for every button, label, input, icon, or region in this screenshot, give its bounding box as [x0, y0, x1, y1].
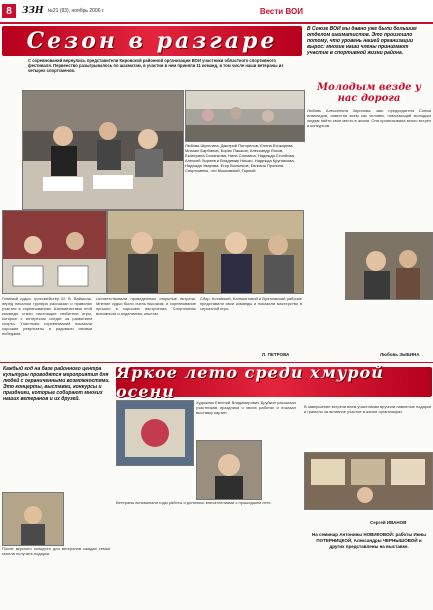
article1-column-1: Главный судья, гроссмейстер М. В. Вайшиль, перед началом турнира рассказал о правилах участия в соревнованиях. Шахматистами этой команды стали настоящие любители игры, которые с интересом следят за развитием спорта. Участники соревнований показали хорошие результаты и радовали своими победами.	[2, 296, 92, 336]
article2-banner	[116, 363, 432, 401]
article2-column-3: Ветераны вспоминали годы работы и делились впечатлениями о прошедшем лете.	[116, 500, 272, 505]
photo-embroidery	[116, 400, 194, 466]
sidebar1-body: Любовь Алексеевна Зиринова, зам. председателя Союза инвалидов, известна всем как человек, помогающий молодым людям найти свое место в жизни. Она организовала много встреч и конкурсов.	[307, 108, 431, 128]
article2-congrats: На семинар Антонины НОВИКОВОЙ: работы Инны ПОТЕРНИЦКОЙ, Александры ЧЕРНЫШОВОЙ и других представлены на выставке.	[311, 532, 426, 549]
article1-byline: Л. ПЕТРОВА	[262, 352, 290, 357]
page-header	[0, 0, 433, 22]
sidebar1-heading: Молодым везде у нас дорога	[317, 82, 421, 104]
sidebar1-byline: Любовь ЗЫБИНА	[380, 352, 420, 357]
article2-byline: Сергей ИВАНОВ	[370, 520, 407, 525]
photo-chess-boards	[2, 210, 107, 294]
article2-column-1: После вкусного концерта для ветеранов каждая семья смогла получить подарки.	[2, 546, 110, 556]
issue-info: №21 (93), ноябрь 2006 г.	[47, 7, 105, 14]
section-title: Вести ВОИ	[259, 6, 303, 16]
photo-caption-players: Любовь Шульгина, Дмитрий Погорелов, Елена Бочкарева, Михаил Барбанов, Борис Пашков, Александр Ляхов, Екатерина Силанкова, Нина Сломина, Надежда Столбова, Алексей Зыриев и Владимир Нишко. Надежда Кругликова, Надежда Уварова, Егор Волынков, Евгения Пронина. Спортсмены, что Московский, Горный	[185, 143, 295, 173]
article1-title: Сезон в разгаре	[26, 28, 278, 54]
header-rule	[0, 22, 433, 24]
article1-lead: С соревнований вернулись представители Кировской районной организации ВОИ участники областного спортивного фестиваля. Первенство разыгрывалось по шахматам, в участии в нем приняли 11 команд, в том числе наши ветераны из четырех спортсменов.	[28, 58, 284, 73]
page-number: 8	[2, 4, 16, 18]
sidebar1-lead: В Союзе ВОИ мы давно уже были большим отделом шахматистов. Это произошло потому, что уровень нашей организации вырос: многие наши члены принимают участие в спортивной жизни района.	[307, 26, 417, 56]
article1-column-3: Сбор, Котовский, Балмонтовой и Вратковский рабочие представили свои команды и показали мастерство в серьезной игре.	[200, 296, 302, 311]
article2-column-4: В завершение встречи всем участникам вручили памятные подарки и грамоты за активное участие в жизни организации.	[304, 404, 431, 414]
photo-women-group	[107, 210, 304, 294]
article2-lead: Каждый год на базе районного центра культуры проводятся мероприятия для людей с ограниченными возможностями. Это концерты, выставки, конкурсы и праздники, которые собирают многих наших ветеранов и их друзей.	[3, 366, 110, 402]
photo-sidebar-portrait	[345, 232, 433, 300]
article2-title: Яркое лето среди хмурой осени	[116, 363, 384, 401]
photo-tournament-hall	[185, 90, 305, 142]
newspaper-logo: ЗЗН	[22, 6, 44, 16]
photo-elderly-man	[196, 440, 262, 500]
article1-banner	[2, 26, 302, 56]
photo-art-exhibition	[304, 452, 433, 510]
article2-column-2: Художник Евгений Владимирович Бруйкин рассказал участникам праздника о своих работах и показал выставку картин.	[196, 400, 296, 415]
photo-chess-players	[22, 90, 184, 210]
article1-column-2: соответствовали проведенным открытые встречи. Мнение судьи было очень высоким, и соревнование прошло в хорошем настроении. Спортсмены вспомнили и поделились опытом.	[96, 296, 196, 316]
photo-craft-display	[2, 492, 64, 546]
